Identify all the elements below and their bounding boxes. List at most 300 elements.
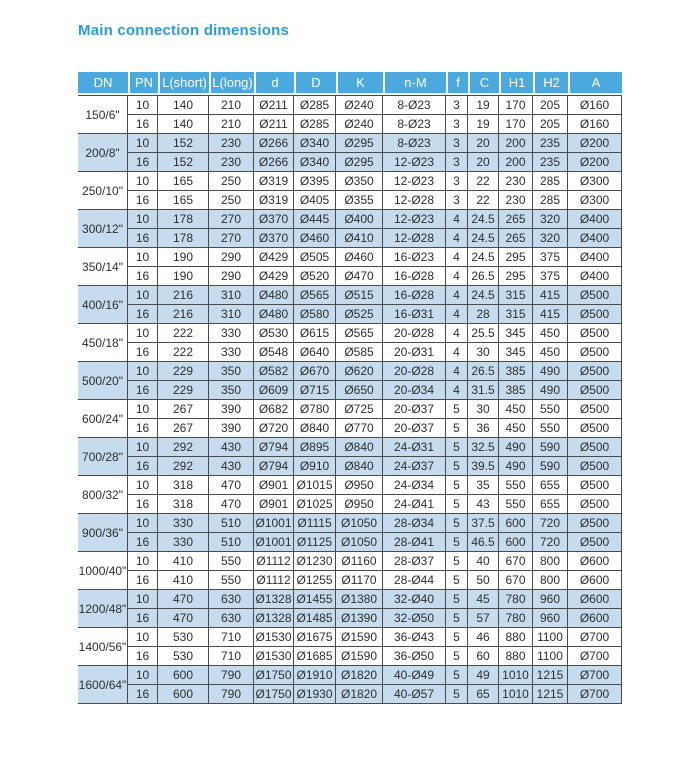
table-cell: 12-Ø23	[383, 210, 446, 229]
table-cell: Ø470	[336, 267, 383, 286]
table-cell: 5	[446, 628, 468, 647]
table-cell: 12-Ø23	[383, 153, 446, 172]
table-row	[78, 609, 622, 628]
table-cell: 1100	[533, 628, 568, 647]
table-cell: 530	[158, 647, 209, 666]
dn-cell: 300/12"	[78, 210, 128, 248]
table-cell: Ø500	[568, 476, 622, 495]
table-cell: 200	[499, 153, 533, 172]
table-cell: 710	[209, 647, 254, 666]
table-cell: 550	[209, 571, 254, 590]
pn-cell: 16	[128, 305, 158, 324]
table-cell: 24-Ø31	[383, 438, 446, 457]
pn-cell: 10	[128, 95, 158, 115]
table-cell: 1100	[533, 647, 568, 666]
table-row	[78, 552, 622, 571]
table-cell: 20	[468, 153, 499, 172]
table-cell: Ø405	[294, 191, 336, 210]
table-cell: 32-Ø50	[383, 609, 446, 628]
table-row	[78, 286, 622, 305]
table-cell: Ø400	[568, 267, 622, 286]
table-row	[78, 457, 622, 476]
dn-cell: 500/20"	[78, 362, 128, 400]
table-cell: 28-Ø37	[383, 552, 446, 571]
table-cell: 5	[446, 533, 468, 552]
table-cell: 50	[468, 571, 499, 590]
table-cell: 5	[446, 457, 468, 476]
table-cell: Ø295	[336, 153, 383, 172]
pn-cell: 16	[128, 191, 158, 210]
table-cell: Ø640	[294, 343, 336, 362]
table-cell: Ø700	[568, 628, 622, 647]
table-cell: 1010	[499, 685, 533, 704]
dimensions-table	[78, 72, 622, 704]
table-cell: 49	[468, 666, 499, 685]
table-cell: 210	[209, 95, 254, 115]
table-cell: Ø500	[568, 305, 622, 324]
table-cell: 430	[209, 438, 254, 457]
table-cell: Ø340	[294, 134, 336, 153]
table-cell: Ø500	[568, 286, 622, 305]
table-cell: 390	[209, 419, 254, 438]
table-cell: 4	[446, 324, 468, 343]
table-cell: 295	[499, 248, 533, 267]
column-header: n-M	[383, 72, 446, 95]
table-cell: 37.5	[468, 514, 499, 533]
table-cell: 26.5	[468, 362, 499, 381]
table-row	[78, 210, 622, 229]
table-cell: Ø620	[336, 362, 383, 381]
table-cell: Ø240	[336, 115, 383, 134]
table-cell: Ø300	[568, 172, 622, 191]
table-cell: Ø525	[336, 305, 383, 324]
table-cell: 510	[209, 533, 254, 552]
pn-cell: 10	[128, 286, 158, 305]
table-cell: 470	[158, 590, 209, 609]
table-row	[78, 134, 622, 153]
table-cell: 32.5	[468, 438, 499, 457]
table-row	[78, 571, 622, 590]
column-header: d	[254, 72, 294, 95]
table-cell: 450	[533, 343, 568, 362]
table-cell: 235	[533, 153, 568, 172]
table-cell: 24.5	[468, 210, 499, 229]
table-cell: 530	[158, 628, 209, 647]
table-row	[78, 419, 622, 438]
pn-cell: 16	[128, 457, 158, 476]
table-cell: 190	[158, 267, 209, 286]
table-cell: Ø650	[336, 381, 383, 400]
table-cell: Ø319	[254, 172, 294, 191]
table-cell: 230	[499, 172, 533, 191]
table-cell: Ø211	[254, 115, 294, 134]
pn-cell: 16	[128, 381, 158, 400]
table-cell: 8-Ø23	[383, 95, 446, 115]
table-cell: 24-Ø34	[383, 476, 446, 495]
table-cell: 450	[499, 419, 533, 438]
table-cell: 26.5	[468, 267, 499, 286]
table-cell: 32-Ø40	[383, 590, 446, 609]
table-cell: 670	[499, 571, 533, 590]
dn-cell: 1600/64"	[78, 666, 128, 704]
table-cell: 470	[209, 495, 254, 514]
table-cell: Ø400	[568, 248, 622, 267]
table-cell: Ø500	[568, 324, 622, 343]
table-cell: 655	[533, 495, 568, 514]
table-cell: Ø200	[568, 153, 622, 172]
table-cell: 25.5	[468, 324, 499, 343]
table-cell: Ø1230	[294, 552, 336, 571]
table-cell: Ø1820	[336, 685, 383, 704]
table-cell: 330	[158, 514, 209, 533]
table-cell: 670	[499, 552, 533, 571]
table-cell: 5	[446, 400, 468, 419]
pn-cell: 16	[128, 609, 158, 628]
table-cell: Ø211	[254, 95, 294, 115]
table-cell: Ø400	[336, 210, 383, 229]
table-cell: 165	[158, 191, 209, 210]
table-header	[78, 72, 622, 95]
pn-cell: 10	[128, 362, 158, 381]
table-row	[78, 343, 622, 362]
table-cell: Ø794	[254, 438, 294, 457]
table-cell: Ø1380	[336, 590, 383, 609]
table-cell: 375	[533, 267, 568, 286]
table-cell: 230	[209, 153, 254, 172]
table-cell: Ø840	[336, 438, 383, 457]
table-cell: 720	[533, 514, 568, 533]
table-cell: Ø500	[568, 514, 622, 533]
table-cell: 1010	[499, 666, 533, 685]
table-cell: Ø429	[254, 267, 294, 286]
table-cell: 16-Ø28	[383, 267, 446, 286]
table-cell: 20-Ø28	[383, 324, 446, 343]
table-cell: 16-Ø28	[383, 286, 446, 305]
table-cell: 24-Ø37	[383, 457, 446, 476]
table-cell: 270	[209, 229, 254, 248]
table-cell: 46.5	[468, 533, 499, 552]
table-row	[78, 172, 622, 191]
table-cell: 28-Ø34	[383, 514, 446, 533]
table-cell: Ø1170	[336, 571, 383, 590]
table-cell: 510	[209, 514, 254, 533]
pn-cell: 10	[128, 438, 158, 457]
table-cell: Ø840	[294, 419, 336, 438]
table-cell: 385	[499, 381, 533, 400]
pn-cell: 10	[128, 552, 158, 571]
table-cell: 5	[446, 552, 468, 571]
pn-cell: 16	[128, 647, 158, 666]
table-cell: 3	[446, 134, 468, 153]
table-row	[78, 248, 622, 267]
table-cell: 140	[158, 95, 209, 115]
table-cell: 178	[158, 210, 209, 229]
table-row	[78, 229, 622, 248]
table-cell: Ø500	[568, 495, 622, 514]
table-cell: 16-Ø23	[383, 248, 446, 267]
table-row	[78, 666, 622, 685]
table-cell: Ø1050	[336, 533, 383, 552]
table-cell: 229	[158, 381, 209, 400]
table-cell: 310	[209, 305, 254, 324]
table-cell: 4	[446, 343, 468, 362]
table-cell: 800	[533, 552, 568, 571]
table-cell: 385	[499, 362, 533, 381]
table-cell: 12-Ø28	[383, 229, 446, 248]
pn-cell: 16	[128, 419, 158, 438]
table-cell: Ø295	[336, 134, 383, 153]
table-cell: Ø1455	[294, 590, 336, 609]
table-cell: 790	[209, 685, 254, 704]
table-cell: 19	[468, 95, 499, 115]
table-cell: 330	[209, 343, 254, 362]
table-cell: Ø1328	[254, 609, 294, 628]
table-cell: 720	[533, 533, 568, 552]
table-cell: 1215	[533, 666, 568, 685]
table-cell: 780	[499, 609, 533, 628]
table-cell: 375	[533, 248, 568, 267]
table-cell: Ø350	[336, 172, 383, 191]
table-cell: 590	[533, 438, 568, 457]
table-cell: Ø1125	[294, 533, 336, 552]
table-cell: 5	[446, 476, 468, 495]
table-cell: 36-Ø43	[383, 628, 446, 647]
table-cell: Ø895	[294, 438, 336, 457]
table-cell: 3	[446, 172, 468, 191]
pn-cell: 10	[128, 476, 158, 495]
table-cell: 880	[499, 647, 533, 666]
table-cell: Ø548	[254, 343, 294, 362]
pn-cell: 16	[128, 153, 158, 172]
table-cell: 310	[209, 286, 254, 305]
table-cell: 5	[446, 495, 468, 514]
table-cell: Ø600	[568, 609, 622, 628]
column-header: DN	[78, 72, 128, 95]
table-cell: 250	[209, 191, 254, 210]
table-cell: 5	[446, 685, 468, 704]
pn-cell: 16	[128, 229, 158, 248]
table-cell: 250	[209, 172, 254, 191]
table-cell: 5	[446, 419, 468, 438]
table-cell: 265	[499, 210, 533, 229]
table-cell: 285	[533, 172, 568, 191]
table-cell: 20-Ø37	[383, 400, 446, 419]
table-cell: 265	[499, 229, 533, 248]
table-cell: 36-Ø50	[383, 647, 446, 666]
table-cell: Ø715	[294, 381, 336, 400]
table-cell: 5	[446, 438, 468, 457]
table-cell: 630	[209, 590, 254, 609]
table-cell: Ø500	[568, 381, 622, 400]
table-cell: 5	[446, 514, 468, 533]
pn-cell: 16	[128, 571, 158, 590]
table-cell: 28-Ø44	[383, 571, 446, 590]
table-cell: 5	[446, 571, 468, 590]
column-header: A	[568, 72, 622, 95]
table-row	[78, 476, 622, 495]
pn-cell: 10	[128, 210, 158, 229]
table-cell: Ø319	[254, 191, 294, 210]
table-row	[78, 647, 622, 666]
table-cell: 222	[158, 324, 209, 343]
table-cell: Ø500	[568, 400, 622, 419]
table-row	[78, 590, 622, 609]
table-cell: 450	[499, 400, 533, 419]
table-cell: Ø682	[254, 400, 294, 419]
table-cell: 20-Ø34	[383, 381, 446, 400]
table-cell: Ø460	[336, 248, 383, 267]
table-cell: 205	[533, 115, 568, 134]
table-cell: 152	[158, 134, 209, 153]
table-cell: Ø285	[294, 115, 336, 134]
table-cell: Ø505	[294, 248, 336, 267]
table-cell: Ø1930	[294, 685, 336, 704]
table-cell: 490	[499, 438, 533, 457]
table-cell: 285	[533, 191, 568, 210]
table-cell: 318	[158, 476, 209, 495]
table-cell: 140	[158, 115, 209, 134]
table-cell: 5	[446, 666, 468, 685]
table-cell: Ø520	[294, 267, 336, 286]
pn-cell: 16	[128, 495, 158, 514]
pn-cell: 10	[128, 628, 158, 647]
table-cell: 292	[158, 438, 209, 457]
table-cell: Ø340	[294, 153, 336, 172]
table-row	[78, 400, 622, 419]
table-cell: Ø1115	[294, 514, 336, 533]
table-cell: Ø700	[568, 685, 622, 704]
table-cell: 345	[499, 324, 533, 343]
table-cell: 190	[158, 248, 209, 267]
dn-cell: 700/28"	[78, 438, 128, 476]
table-cell: 152	[158, 153, 209, 172]
table-cell: 24.5	[468, 229, 499, 248]
table-cell: 415	[533, 286, 568, 305]
table-cell: 550	[533, 400, 568, 419]
table-cell: 320	[533, 210, 568, 229]
table-cell: Ø609	[254, 381, 294, 400]
table-cell: Ø1750	[254, 685, 294, 704]
table-row	[78, 267, 622, 286]
dn-cell: 1200/48"	[78, 590, 128, 628]
table-cell: 24.5	[468, 248, 499, 267]
table-cell: Ø670	[294, 362, 336, 381]
table-cell: 330	[158, 533, 209, 552]
table-cell: 5	[446, 590, 468, 609]
table-cell: Ø1255	[294, 571, 336, 590]
table-cell: Ø901	[254, 495, 294, 514]
table-cell: 229	[158, 362, 209, 381]
table-cell: Ø1530	[254, 647, 294, 666]
table-cell: Ø700	[568, 647, 622, 666]
table-cell: Ø725	[336, 400, 383, 419]
dn-cell: 400/16"	[78, 286, 128, 324]
table-cell: 345	[499, 343, 533, 362]
table-cell: Ø266	[254, 153, 294, 172]
table-cell: Ø1015	[294, 476, 336, 495]
table-cell: Ø565	[294, 286, 336, 305]
table-cell: 350	[209, 362, 254, 381]
table-cell: 30	[468, 400, 499, 419]
table-cell: 19	[468, 115, 499, 134]
table-cell: 5	[446, 647, 468, 666]
table-cell: 16-Ø31	[383, 305, 446, 324]
table-cell: 267	[158, 419, 209, 438]
table-cell: 28	[468, 305, 499, 324]
table-cell: Ø300	[568, 191, 622, 210]
table-cell: 3	[446, 191, 468, 210]
table-cell: 22	[468, 172, 499, 191]
table-cell: 330	[209, 324, 254, 343]
table-cell: 5	[446, 609, 468, 628]
table-cell: 292	[158, 457, 209, 476]
table-cell: Ø515	[336, 286, 383, 305]
table-cell: Ø410	[336, 229, 383, 248]
table-cell: Ø1112	[254, 571, 294, 590]
table-cell: 350	[209, 381, 254, 400]
table-cell: Ø370	[254, 229, 294, 248]
table-cell: 36	[468, 419, 499, 438]
pn-cell: 10	[128, 514, 158, 533]
table-cell: 8-Ø23	[383, 115, 446, 134]
table-cell: 4	[446, 286, 468, 305]
table-cell: Ø400	[568, 210, 622, 229]
table-cell: Ø794	[254, 457, 294, 476]
table-cell: Ø1675	[294, 628, 336, 647]
table-cell: Ø910	[294, 457, 336, 476]
table-cell: 4	[446, 267, 468, 286]
page-title: Main connection dimensions	[78, 22, 290, 40]
table-cell: 655	[533, 476, 568, 495]
table-cell: Ø400	[568, 229, 622, 248]
table-cell: 410	[158, 571, 209, 590]
dn-cell: 800/32"	[78, 476, 128, 514]
table-row	[78, 115, 622, 134]
table-cell: Ø1910	[294, 666, 336, 685]
table-cell: Ø370	[254, 210, 294, 229]
table-cell: 630	[209, 609, 254, 628]
table-cell: Ø1160	[336, 552, 383, 571]
table-cell: Ø500	[568, 343, 622, 362]
dn-cell: 600/24"	[78, 400, 128, 438]
table-cell: 22	[468, 191, 499, 210]
column-header: PN	[128, 72, 158, 95]
table-cell: 43	[468, 495, 499, 514]
table-cell: 710	[209, 628, 254, 647]
table-row	[78, 95, 622, 115]
table-cell: 470	[158, 609, 209, 628]
table-cell: Ø285	[294, 95, 336, 115]
table-cell: 550	[209, 552, 254, 571]
pn-cell: 10	[128, 400, 158, 419]
table-row	[78, 153, 622, 172]
column-header: K	[336, 72, 383, 95]
table-cell: Ø1025	[294, 495, 336, 514]
table-cell: 315	[499, 305, 533, 324]
table-cell: Ø530	[254, 324, 294, 343]
table-cell: 170	[499, 95, 533, 115]
table-cell: 410	[158, 552, 209, 571]
table-cell: 40	[468, 552, 499, 571]
table-cell: 12-Ø28	[383, 191, 446, 210]
table-cell: 320	[533, 229, 568, 248]
table-cell: Ø1112	[254, 552, 294, 571]
table-cell: 960	[533, 590, 568, 609]
table-cell: 39.5	[468, 457, 499, 476]
table-cell: Ø1820	[336, 666, 383, 685]
pn-cell: 16	[128, 115, 158, 134]
table-cell: Ø780	[294, 400, 336, 419]
